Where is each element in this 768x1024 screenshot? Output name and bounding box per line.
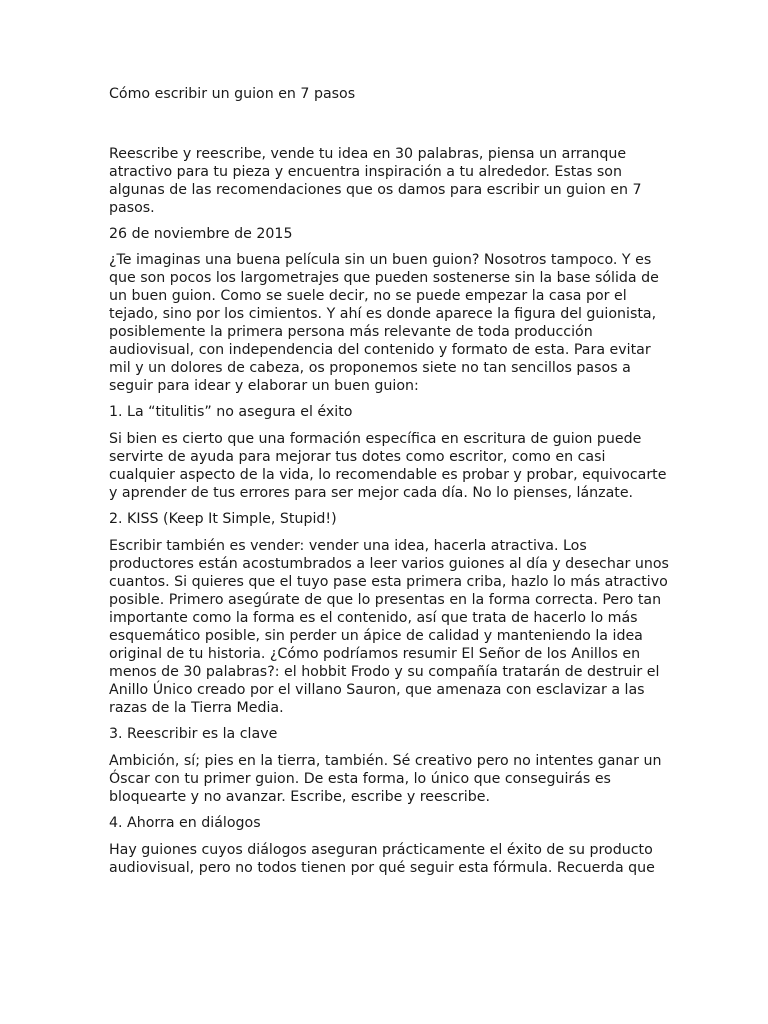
section-heading-1: 1. La “titulitis” no asegura el éxito (109, 404, 353, 420)
document-title: Cómo escribir un guion en 7 pasos (109, 86, 356, 102)
section-body-3: Ambición, sí; pies en la tierra, también. Sé creativo pero no intentes ganar un Óscar con tu primer guion. De esta forma, lo único que conseguirás es bloquearte y no avanzar. Escribe, escribe y reescribe. (109, 753, 662, 805)
section-heading-2: 2. KISS (Keep It Simple, Stupid!) (109, 511, 337, 527)
summary-paragraph: Reescribe y reescribe, vende tu idea en 30 palabras, piensa un arranque atractivo para tu pieza y encuentra inspiración a tu alrededor. Estas son algunas de las recomendaciones que os damos para escribir un guion en 7 pasos. (109, 146, 642, 216)
document-body (109, 145, 669, 885)
section-body-4: Hay guiones cuyos diálogos aseguran prácticamente el éxito de su producto audiovisual, pero no todos tienen por qué seguir esta fórmula. Recuerda que (109, 842, 655, 876)
section-body-1: Si bien es cierto que una formación específica en escritura de guion puede servirte de ayuda para mejorar tus dotes como escritor, como en casi cualquier aspecto de la vida, lo recomendable es probar y probar, equivocarte y aprender de tus errores para ser mejor cada día. No lo pienses, lánzate. (109, 431, 667, 501)
section-body-2: Escribir también es vender: vender una idea, hacerla atractiva. Los productores están acostumbrados a leer varios guiones al día y desechar unos cuantos. Si quieres que el tuyo pase esta primera criba, hazlo lo más atractivo posible. Primero asegúrate de que lo presentas en la forma correcta. Pero tan importante como la forma es el contenido, así que trata de hacerlo lo más esquemático posible, sin perder un ápice de calidad y manteniendo la idea original de tu historia. ¿Cómo podríamos resumir El Señor de los Anillos en menos de 30 palabras?: el hobbit Frodo y su compañía tratarán de destruir el Anillo Único creado por el villano Sauron, que amenaza con esclavizar a las razas de la Tierra Media. (109, 538, 669, 716)
section-heading-4: 4. Ahorra en diálogos (109, 815, 261, 831)
intro-paragraph: ¿Te imaginas una buena película sin un buen guion? Nosotros tampoco. Y es que son pocos los largometrajes que pueden sostenerse sin la base sólida de un buen guion. Como se suele decir, no se puede empezar la casa por el tejado, sino por los cimientos. Y ahí es donde aparece la figura del guionista, posiblemente la primera persona más relevante de toda producción audiovisual, con independencia del contenido y formato de esta. Para evitar mil y un dolores de cabeza, os proponemos siete no tan sencillos pasos a seguir para idear y elaborar un buen guion: (109, 252, 659, 394)
publish-date: 26 de noviembre de 2015 (109, 226, 293, 242)
section-heading-3: 3. Reescribir es la clave (109, 726, 278, 742)
